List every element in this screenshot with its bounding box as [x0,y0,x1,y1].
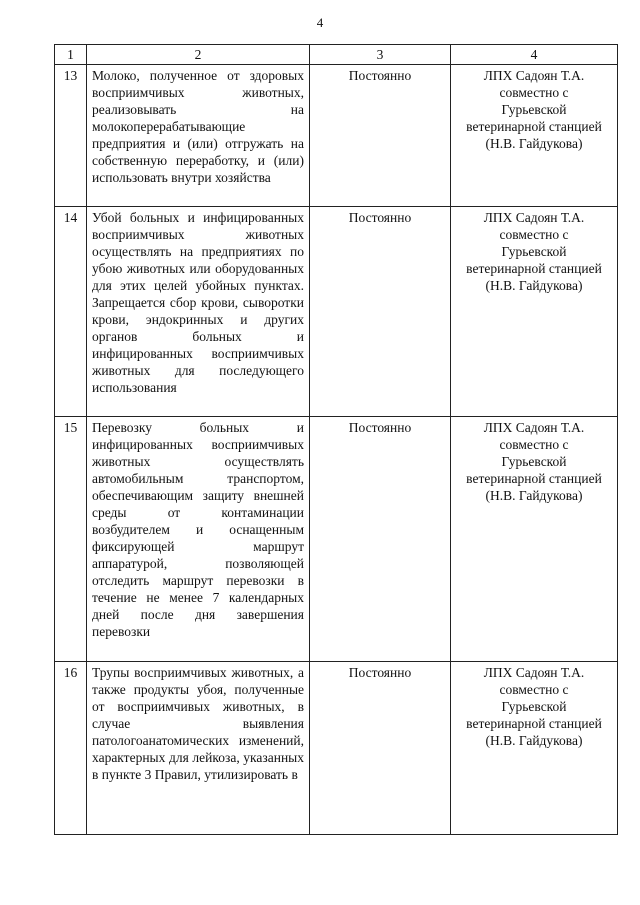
row-description: Перевозку больных и инфицированных восприимчивых животных осуществлять автомобильным транспортом, обеспечивающим защиту внешней среды от контаминации возбудителем и оснащенным фиксирующей маршрут аппаратурой, позволяющей отследить маршрут перевозки в течение не менее 7 календарных дней после дня завершения перевозки [87,417,310,662]
row-responsible [451,65,618,207]
row-period: Постоянно [310,662,451,835]
responsible-line: Гурьевской [501,699,567,714]
responsible-line: ветеринарной станцией [466,119,602,134]
header-col-4: 4 [451,45,618,65]
responsible-line: (Н.В. Гайдукова) [485,488,583,503]
row-period: Постоянно [310,417,451,662]
table-row [55,207,618,417]
row-description [87,662,310,835]
row-period: Постоянно [310,207,451,417]
responsible-line: совместно с [499,437,569,452]
row-description: Убой больных и инфицированных восприимчивых животных осуществлять на предприятиях по убою животных или оборудованных для этих целей убойных пунктах. Запрещается сбор крови, сыворотки крови, эндокринных и других органов больных и инфицированных восприимчивых животных для последующего использования [87,207,310,417]
table-header-row [55,45,618,65]
responsible-line: Гурьевской [501,102,567,117]
table-row [55,662,618,835]
responsible-line: Гурьевской [501,244,567,259]
row-description-text: Трупы восприимчивых животных, а также продукты убоя, полученные от восприимчивых животных, в случае выявления патологоанатомических изменений, характерных для лейкоза, указанных в пункте 3 Правил, утилизировать в [92,665,304,782]
responsible-line: ЛПХ Садоян Т.А. [483,210,585,225]
responsible-line: ветеринарной станцией [466,261,602,276]
row-responsible [451,207,618,417]
responsible-line: Гурьевской [501,454,567,469]
row-description: Молоко, полученное от здоровых восприимчивых животных, реализовывать на молокоперерабатывающие предприятия и (или) отгружать на собственную переработку, и (или) использовать внутри хозяйства [87,65,310,207]
header-col-1: 1 [55,45,87,65]
responsible-line: совместно с [499,682,569,697]
responsible-line: (Н.В. Гайдукова) [485,733,583,748]
table-row [55,65,618,207]
row-responsible [451,662,618,835]
responsible-line: ЛПХ Садоян Т.А. [483,68,585,83]
responsible-line: ветеринарной станцией [466,716,602,731]
responsible-line: совместно с [499,227,569,242]
header-col-3: 3 [310,45,451,65]
header-col-2: 2 [87,45,310,65]
row-responsible [451,417,618,662]
table-row [55,417,618,662]
row-number: 16 [55,662,87,835]
page-number: 4 [316,15,324,30]
row-number: 15 [55,417,87,662]
responsible-line: (Н.В. Гайдукова) [485,278,583,293]
row-number: 14 [55,207,87,417]
measures-table [54,44,618,835]
row-period: Постоянно [310,65,451,207]
responsible-line: ветеринарной станцией [466,471,602,486]
responsible-line: (Н.В. Гайдукова) [485,136,583,151]
responsible-line: совместно с [499,85,569,100]
responsible-line: ЛПХ Садоян Т.А. [483,665,585,680]
row-number: 13 [55,65,87,207]
responsible-line: ЛПХ Садоян Т.А. [483,420,585,435]
